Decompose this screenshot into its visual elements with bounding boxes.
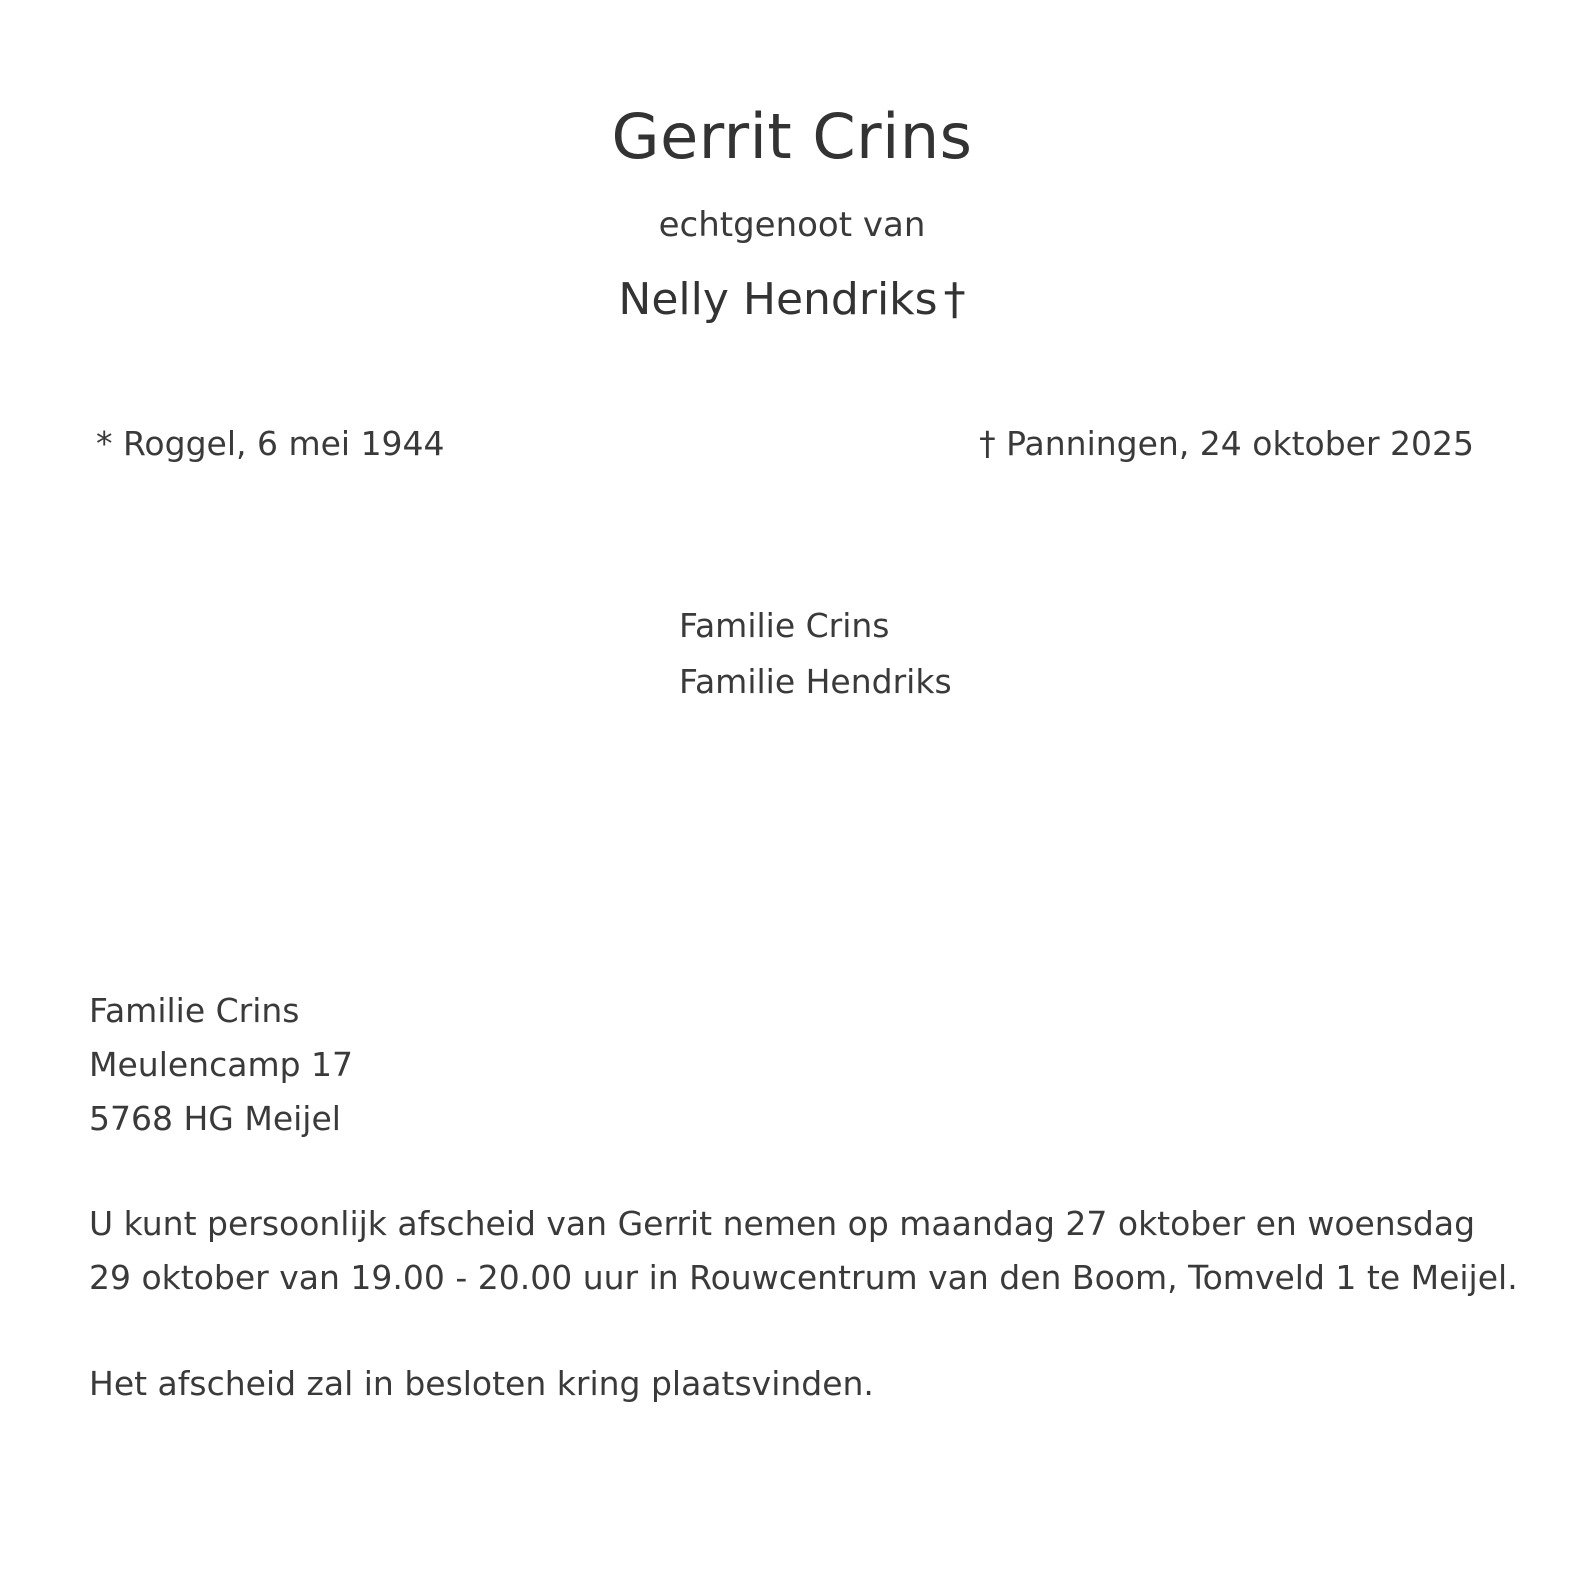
- correspondence-address: [89, 984, 353, 1146]
- address-name: Familie Crins: [89, 991, 300, 1030]
- birth-info: * Roggel, 6 mei 1944: [96, 424, 445, 463]
- address-city: 5768 HG Meijel: [89, 1099, 341, 1138]
- cross-icon: †: [943, 274, 966, 325]
- family-item: Familie Hendriks: [679, 662, 952, 701]
- relation-text: echtgenoot van: [658, 205, 926, 245]
- spouse-line: [0, 274, 1584, 325]
- closing-text: Het afscheid zal in besloten kring plaatsvinden.: [89, 1364, 874, 1403]
- deceased-name: Gerrit Crins: [611, 100, 973, 173]
- families-list: [679, 598, 952, 710]
- visitation-line: U kunt persoonlijk afscheid van Gerrit nemen op maandag 27 oktober en woensdag: [89, 1204, 1476, 1243]
- family-item: Familie Crins: [679, 606, 890, 645]
- visitation-line: 29 oktober van 19.00 - 20.00 uur in Rouwcentrum van den Boom, Tomveld 1 te Meijel.: [89, 1258, 1518, 1297]
- address-street: Meulencamp 17: [89, 1045, 354, 1084]
- death-info: † Panningen, 24 oktober 2025: [979, 424, 1474, 463]
- visitation-info: [89, 1197, 1518, 1305]
- spouse-name: Nelly Hendriks: [618, 274, 938, 325]
